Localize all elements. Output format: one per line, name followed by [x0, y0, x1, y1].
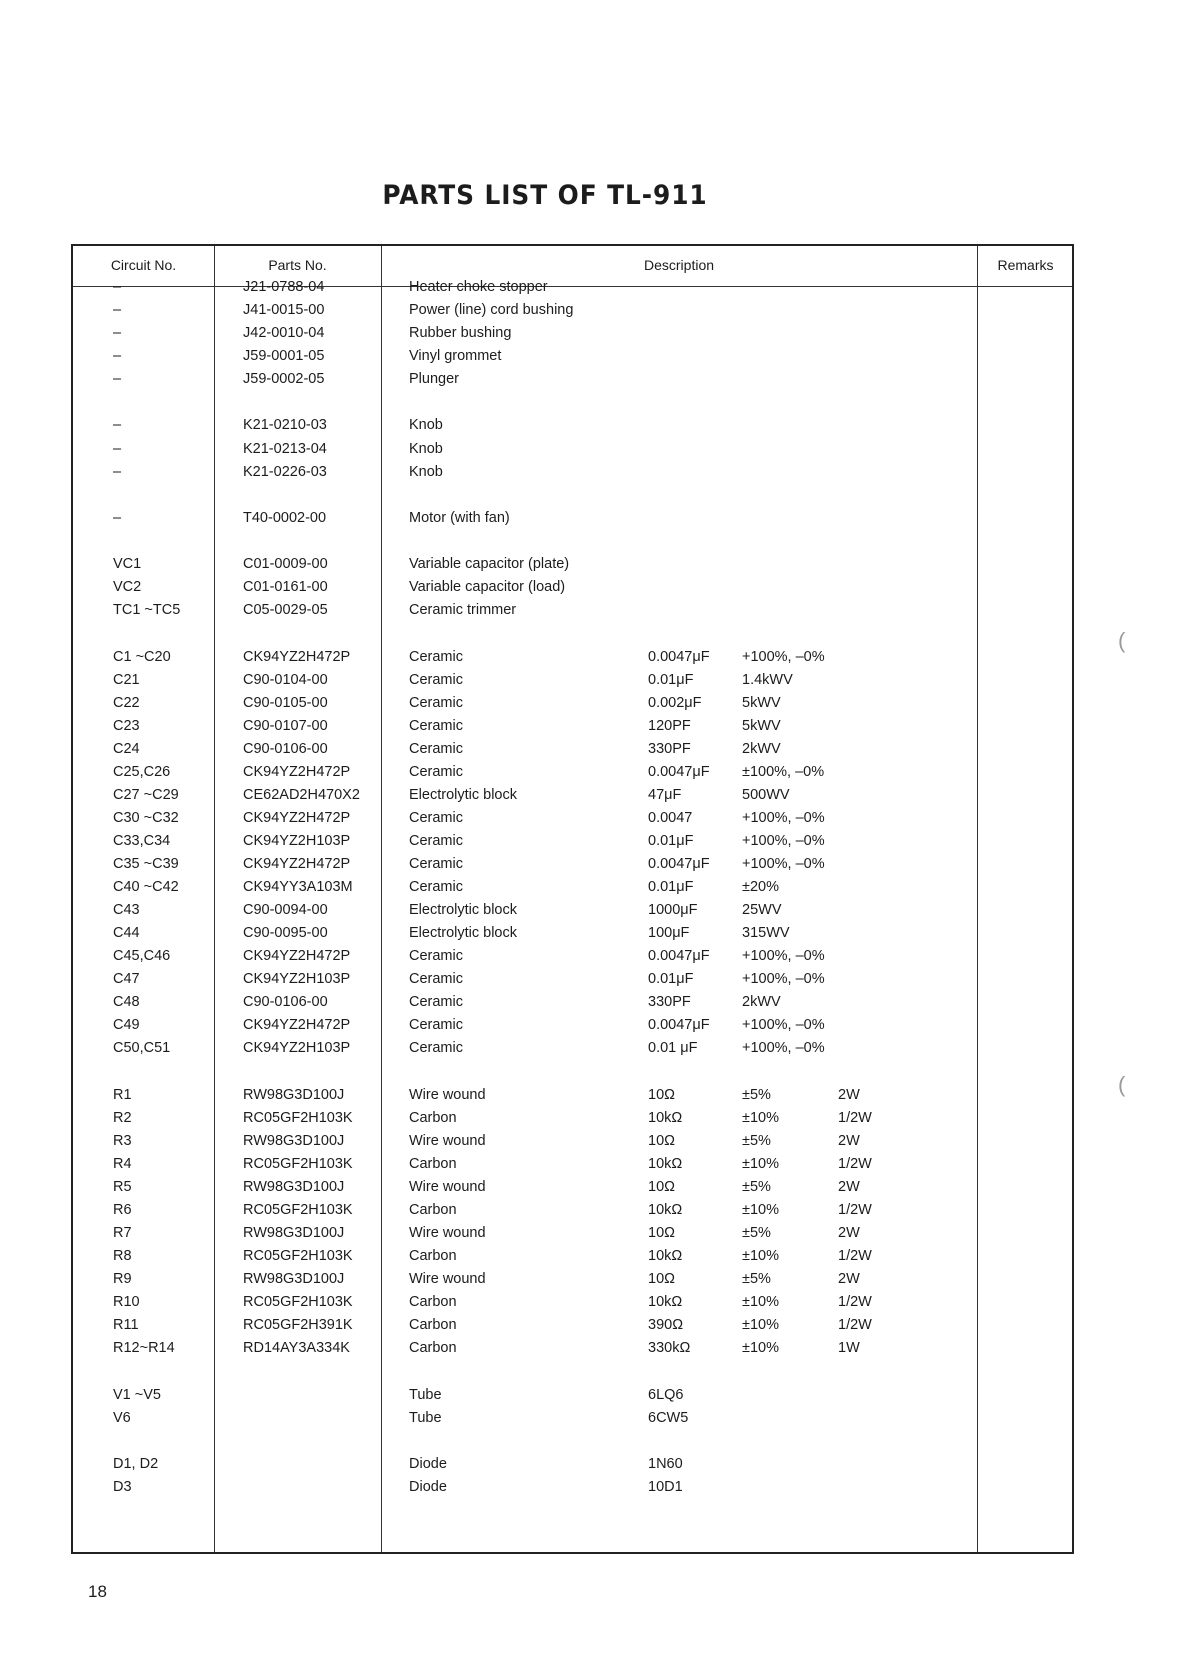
value-cell: 10kΩ — [648, 1248, 683, 1264]
value-cell: 0.01μF — [648, 971, 694, 987]
description-cell: Ceramic — [409, 971, 463, 987]
table-row — [73, 1476, 1072, 1499]
rating-cell: ±100%, –0% — [742, 764, 825, 780]
value-cell: 10kΩ — [648, 1294, 683, 1310]
value-cell: 1N60 — [648, 1456, 683, 1472]
header-circuit-no: Circuit No. — [110, 257, 177, 273]
description-cell: Carbon — [409, 1317, 457, 1333]
description-cell: Power (line) cord bushing — [409, 302, 574, 318]
description-cell: Electrolytic block — [409, 787, 517, 803]
circuit-no-cell: TC1 ~TC5 — [113, 602, 181, 618]
circuit-no-cell: V6 — [113, 1410, 131, 1426]
description-cell: Tube — [409, 1410, 442, 1426]
rating-cell: ±5% — [742, 1179, 771, 1195]
description-cell: Variable capacitor (load) — [409, 579, 566, 595]
circuit-no-cell: C49 — [113, 1017, 140, 1033]
description-cell: Ceramic — [409, 948, 463, 964]
rating-cell: 2kWV — [742, 741, 781, 757]
table-row — [73, 1291, 1072, 1314]
circuit-no-cell: – — [113, 302, 122, 318]
parts-no-cell: CK94YZ2H472P — [243, 764, 351, 780]
table-row — [73, 1176, 1072, 1199]
rating-cell: +100%, –0% — [742, 856, 825, 872]
description-cell: Knob — [409, 441, 443, 457]
description-cell: Wire wound — [409, 1271, 486, 1287]
table-row — [73, 1245, 1072, 1268]
value-cell: 47μF — [648, 787, 682, 803]
table-row — [73, 276, 1072, 299]
circuit-no-cell: – — [113, 348, 122, 364]
table-row — [73, 507, 1072, 530]
description-cell: Ceramic — [409, 856, 463, 872]
rating-cell: 2kWV — [742, 994, 781, 1010]
table-row — [73, 1268, 1072, 1291]
wattage-cell: 2W — [838, 1179, 860, 1195]
parts-no-cell: RW98G3D100J — [243, 1179, 345, 1195]
table-row — [73, 461, 1072, 484]
value-cell: 0.01μF — [648, 672, 694, 688]
description-cell: Ceramic — [409, 741, 463, 757]
table-row — [73, 922, 1072, 945]
description-cell: Carbon — [409, 1248, 457, 1264]
wattage-cell: 2W — [838, 1087, 860, 1103]
parts-no-cell: C90-0104-00 — [243, 672, 328, 688]
circuit-no-cell: C48 — [113, 994, 140, 1010]
description-cell: Ceramic — [409, 695, 463, 711]
circuit-no-cell: D1, D2 — [113, 1456, 159, 1472]
table-row — [73, 368, 1072, 391]
wattage-cell: 1/2W — [838, 1248, 872, 1264]
table-row — [73, 646, 1072, 669]
value-cell: 6LQ6 — [648, 1387, 684, 1403]
circuit-no-cell: C47 — [113, 971, 140, 987]
rating-cell: ±10% — [742, 1202, 779, 1218]
table-row — [73, 738, 1072, 761]
circuit-no-cell: – — [113, 279, 122, 295]
parts-no-cell: CK94YZ2H472P — [243, 649, 351, 665]
circuit-no-cell: C22 — [113, 695, 140, 711]
parts-no-cell: CK94YZ2H472P — [243, 856, 351, 872]
table-row — [73, 853, 1072, 876]
description-cell: Ceramic — [409, 764, 463, 780]
rating-cell: +100%, –0% — [742, 649, 825, 665]
value-cell: 330PF — [648, 994, 691, 1010]
value-cell: 10Ω — [648, 1087, 675, 1103]
description-cell: Variable capacitor (plate) — [409, 556, 570, 572]
value-cell: 330PF — [648, 741, 691, 757]
rating-cell: +100%, –0% — [742, 948, 825, 964]
description-cell: Diode — [409, 1479, 447, 1495]
table-row — [73, 299, 1072, 322]
value-cell: 330kΩ — [648, 1340, 691, 1356]
description-cell: Ceramic — [409, 879, 463, 895]
circuit-no-cell: C23 — [113, 718, 140, 734]
parts-no-cell: K21-0213-04 — [243, 441, 327, 457]
parts-no-cell: C90-0105-00 — [243, 695, 328, 711]
value-cell: 0.01 μF — [648, 1040, 698, 1056]
table-row — [73, 1153, 1072, 1176]
parts-no-cell: C90-0106-00 — [243, 741, 328, 757]
rating-cell: +100%, –0% — [742, 810, 825, 826]
parts-no-cell: RC05GF2H103K — [243, 1248, 353, 1264]
circuit-no-cell: C35 ~C39 — [113, 856, 179, 872]
value-cell: 0.01μF — [648, 879, 694, 895]
circuit-no-cell: – — [113, 464, 122, 480]
parts-no-cell: CK94YZ2H103P — [243, 833, 351, 849]
description-cell: Knob — [409, 464, 443, 480]
parts-no-cell: RW98G3D100J — [243, 1271, 345, 1287]
circuit-no-cell: – — [113, 441, 122, 457]
circuit-no-cell: D3 — [113, 1479, 132, 1495]
description-cell: Ceramic — [409, 833, 463, 849]
circuit-no-cell: R1 — [113, 1087, 132, 1103]
description-cell: Ceramic — [409, 810, 463, 826]
circuit-no-cell: C30 ~C32 — [113, 810, 179, 826]
value-cell: 1000μF — [648, 902, 698, 918]
parts-table — [71, 244, 1074, 1554]
value-cell: 0.01μF — [648, 833, 694, 849]
circuit-no-cell: – — [113, 510, 122, 526]
parts-no-cell: CE62AD2H470X2 — [243, 787, 360, 803]
description-cell: Heater choke stopper — [409, 279, 548, 295]
description-cell: Ceramic — [409, 994, 463, 1010]
parts-no-cell: T40-0002-00 — [243, 510, 327, 526]
parts-no-cell: K21-0210-03 — [243, 417, 327, 433]
value-cell: 0.0047 — [648, 810, 693, 826]
table-row — [73, 1337, 1072, 1360]
wattage-cell: 2W — [838, 1133, 860, 1149]
description-cell: Ceramic — [409, 1040, 463, 1056]
value-cell: 0.0047μF — [648, 948, 710, 964]
parts-no-cell: J59-0002-05 — [243, 371, 325, 387]
value-cell: 10Ω — [648, 1271, 675, 1287]
parts-no-cell: CK94YY3A103M — [243, 879, 353, 895]
wattage-cell: 1/2W — [838, 1110, 872, 1126]
description-cell: Knob — [409, 417, 443, 433]
table-row — [73, 322, 1072, 345]
parts-no-cell: RC05GF2H103K — [243, 1110, 353, 1126]
parts-no-cell: CK94YZ2H103P — [243, 971, 351, 987]
rating-cell: ±10% — [742, 1248, 779, 1264]
rating-cell: ±10% — [742, 1110, 779, 1126]
table-row — [73, 968, 1072, 991]
circuit-no-cell: – — [113, 417, 122, 433]
circuit-no-cell: R3 — [113, 1133, 132, 1149]
parts-no-cell: RC05GF2H103K — [243, 1294, 353, 1310]
description-cell: Carbon — [409, 1294, 457, 1310]
description-cell: Tube — [409, 1387, 442, 1403]
description-cell: Wire wound — [409, 1087, 486, 1103]
value-cell: 0.0047μF — [648, 1017, 710, 1033]
rating-cell: ±5% — [742, 1225, 771, 1241]
circuit-no-cell: C45,C46 — [113, 948, 171, 964]
circuit-no-cell: R12~R14 — [113, 1340, 175, 1356]
parts-no-cell: C90-0094-00 — [243, 902, 328, 918]
circuit-no-cell: R5 — [113, 1179, 132, 1195]
circuit-no-cell: C25,C26 — [113, 764, 171, 780]
circuit-no-cell: – — [113, 371, 122, 387]
table-row — [73, 807, 1072, 830]
description-cell: Wire wound — [409, 1133, 486, 1149]
circuit-no-cell: R8 — [113, 1248, 132, 1264]
table-row — [73, 1037, 1072, 1060]
circuit-no-cell: C24 — [113, 741, 140, 757]
rating-cell: 500WV — [742, 787, 790, 803]
circuit-no-cell: R4 — [113, 1156, 132, 1172]
binding-hole-mark: ( — [1118, 628, 1126, 653]
description-cell: Carbon — [409, 1202, 457, 1218]
description-cell: Ceramic — [409, 718, 463, 734]
value-cell: 6CW5 — [648, 1410, 689, 1426]
table-row — [73, 1130, 1072, 1153]
table-row — [73, 1107, 1072, 1130]
value-cell: 10Ω — [648, 1179, 675, 1195]
table-row — [73, 945, 1072, 968]
value-cell: 10kΩ — [648, 1110, 683, 1126]
description-cell: Vinyl grommet — [409, 348, 502, 364]
table-row — [73, 1084, 1072, 1107]
table-row — [73, 553, 1072, 576]
parts-no-cell: C90-0095-00 — [243, 925, 328, 941]
rating-cell: +100%, –0% — [742, 1017, 825, 1033]
table-row — [73, 1014, 1072, 1037]
parts-no-cell: CK94YZ2H472P — [243, 948, 351, 964]
table-row — [73, 669, 1072, 692]
description-cell: Carbon — [409, 1110, 457, 1126]
circuit-no-cell: R7 — [113, 1225, 132, 1241]
parts-no-cell: CK94YZ2H103P — [243, 1040, 351, 1056]
wattage-cell: 1/2W — [838, 1156, 872, 1172]
header-description: Description — [643, 257, 715, 273]
table-row — [73, 715, 1072, 738]
rating-cell: 25WV — [742, 902, 782, 918]
parts-no-cell: J59-0001-05 — [243, 348, 325, 364]
description-cell: Carbon — [409, 1340, 457, 1356]
parts-no-cell: C01-0161-00 — [243, 579, 328, 595]
parts-no-cell: RC05GF2H391K — [243, 1317, 353, 1333]
rating-cell: +100%, –0% — [742, 833, 825, 849]
rating-cell: 5kWV — [742, 695, 781, 711]
parts-no-cell: C05-0029-05 — [243, 602, 328, 618]
table-row — [73, 692, 1072, 715]
value-cell: 390Ω — [648, 1317, 684, 1333]
circuit-no-cell: VC1 — [113, 556, 142, 572]
rating-cell: 1.4kWV — [742, 672, 793, 688]
table-row — [73, 830, 1072, 853]
table-row — [73, 1222, 1072, 1245]
value-cell: 100μF — [648, 925, 690, 941]
value-cell: 0.0047μF — [648, 764, 710, 780]
value-cell: 10kΩ — [648, 1156, 683, 1172]
value-cell: 120PF — [648, 718, 691, 734]
table-row — [73, 1453, 1072, 1476]
wattage-cell: 2W — [838, 1225, 860, 1241]
value-cell: 10Ω — [648, 1225, 675, 1241]
description-cell: Wire wound — [409, 1179, 486, 1195]
table-row — [73, 438, 1072, 461]
circuit-no-cell: R11 — [113, 1317, 139, 1333]
table-row — [73, 576, 1072, 599]
rating-cell: ±5% — [742, 1133, 771, 1149]
description-cell: Ceramic — [409, 1017, 463, 1033]
circuit-no-cell: C27 ~C29 — [113, 787, 179, 803]
description-cell: Electrolytic block — [409, 902, 517, 918]
value-cell: 10kΩ — [648, 1202, 683, 1218]
table-row — [73, 784, 1072, 807]
circuit-no-cell: C33,C34 — [113, 833, 171, 849]
description-cell: Electrolytic block — [409, 925, 517, 941]
description-cell: Plunger — [409, 371, 459, 387]
description-cell: Carbon — [409, 1156, 457, 1172]
value-cell: 0.002μF — [648, 695, 702, 711]
rating-cell: 315WV — [742, 925, 790, 941]
parts-no-cell: RW98G3D100J — [243, 1133, 345, 1149]
circuit-no-cell: R9 — [113, 1271, 132, 1287]
parts-no-cell: C01-0009-00 — [243, 556, 328, 572]
parts-no-cell: K21-0226-03 — [243, 464, 327, 480]
description-cell: Ceramic trimmer — [409, 602, 517, 618]
value-cell: 0.0047μF — [648, 649, 710, 665]
parts-no-cell: J21-0788-04 — [243, 279, 325, 295]
parts-no-cell: C90-0106-00 — [243, 994, 328, 1010]
wattage-cell: 1/2W — [838, 1202, 872, 1218]
rating-cell: +100%, –0% — [742, 971, 825, 987]
value-cell: 10Ω — [648, 1133, 675, 1149]
rating-cell: +100%, –0% — [742, 1040, 825, 1056]
binding-hole-mark: ( — [1118, 1072, 1126, 1097]
circuit-no-cell: C50,C51 — [113, 1040, 171, 1056]
description-cell: Ceramic — [409, 672, 463, 688]
wattage-cell: 1/2W — [838, 1317, 872, 1333]
value-cell: 0.0047μF — [648, 856, 710, 872]
description-cell: Wire wound — [409, 1225, 486, 1241]
table-row — [73, 345, 1072, 368]
parts-no-cell: RW98G3D100J — [243, 1087, 345, 1103]
table-row — [73, 599, 1072, 622]
circuit-no-cell: VC2 — [113, 579, 142, 595]
circuit-no-cell: R2 — [113, 1110, 132, 1126]
circuit-no-cell: C43 — [113, 902, 140, 918]
description-cell: Motor (with fan) — [409, 510, 510, 526]
wattage-cell: 2W — [838, 1271, 860, 1287]
table-row — [73, 1314, 1072, 1337]
rating-cell: 5kWV — [742, 718, 781, 734]
rating-cell: ±5% — [742, 1271, 771, 1287]
circuit-no-cell: C40 ~C42 — [113, 879, 179, 895]
page-number: 18 — [88, 1582, 107, 1601]
table-row — [73, 1199, 1072, 1222]
header-parts-no: Parts No. — [268, 257, 327, 273]
rating-cell: ±20% — [742, 879, 779, 895]
description-cell: Diode — [409, 1456, 447, 1472]
rating-cell: ±5% — [742, 1087, 771, 1103]
circuit-no-cell: – — [113, 325, 122, 341]
parts-no-cell: C90-0107-00 — [243, 718, 328, 734]
description-cell: Rubber bushing — [409, 325, 512, 341]
circuit-no-cell: R6 — [113, 1202, 132, 1218]
header-remarks: Remarks — [997, 257, 1054, 273]
page-title: PARTS LIST OF TL-911 — [382, 180, 708, 211]
rating-cell: ±10% — [742, 1340, 779, 1356]
table-row — [73, 414, 1072, 437]
circuit-no-cell: V1 ~V5 — [113, 1387, 161, 1403]
table-row — [73, 899, 1072, 922]
description-cell: Ceramic — [409, 649, 463, 665]
value-cell: 10D1 — [648, 1479, 683, 1495]
parts-no-cell: RC05GF2H103K — [243, 1202, 353, 1218]
rating-cell: ±10% — [742, 1317, 779, 1333]
parts-no-cell: RD14AY3A334K — [243, 1340, 350, 1356]
parts-no-cell: J41-0015-00 — [243, 302, 325, 318]
circuit-no-cell: R10 — [113, 1294, 140, 1310]
parts-no-cell: RW98G3D100J — [243, 1225, 345, 1241]
parts-no-cell: RC05GF2H103K — [243, 1156, 353, 1172]
parts-no-cell: CK94YZ2H472P — [243, 1017, 351, 1033]
rating-cell: ±10% — [742, 1156, 779, 1172]
rating-cell: ±10% — [742, 1294, 779, 1310]
table-row — [73, 991, 1072, 1014]
table-row — [73, 1407, 1072, 1430]
table-row — [73, 761, 1072, 784]
parts-no-cell: CK94YZ2H472P — [243, 810, 351, 826]
wattage-cell: 1W — [838, 1340, 860, 1356]
table-row — [73, 876, 1072, 899]
parts-no-cell: J42-0010-04 — [243, 325, 325, 341]
table-row — [73, 1384, 1072, 1407]
circuit-no-cell: C1 ~C20 — [113, 649, 171, 665]
circuit-no-cell: C21 — [113, 672, 140, 688]
circuit-no-cell: C44 — [113, 925, 140, 941]
wattage-cell: 1/2W — [838, 1294, 872, 1310]
